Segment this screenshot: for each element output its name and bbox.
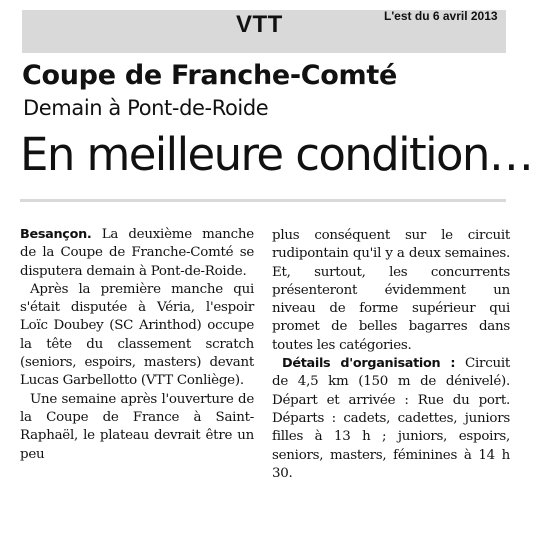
body-paragraph-2: Après la première manche qui s'était disputée à Véria, l'espoir Loïc Doubey (SC Arinthod) occupe la tête du classement scratch (seniors, espoirs, masters) devant Lucas Garbellotto (VTT Conliège). [20,281,254,389]
article-column-right [272,227,510,483]
article-subkicker: Demain à Pont-de-Roide [23,96,269,120]
lead-paragraph [20,226,254,281]
details-label: Détails d'organisation : [282,356,456,372]
details-paragraph [272,355,510,483]
section-label: VTT [236,11,283,38]
body-paragraph-3-continued: plus conséquent sur le circuit rudipontain qu'il y a deux semaines. Et, surtout, les concurrents présenteront évidemment un niveau de forme supérieur qui promet de belles bagarres dans toutes les catégories. [272,228,510,353]
source-date: L'est du 6 avril 2013 [384,9,498,23]
lead-text: La deuxième manche de la Coupe de Franche-Comté se disputera demain à Pont-de-Roide. [20,227,254,279]
article-kicker: Coupe de Franche-Comté [22,60,397,91]
headline-divider [20,199,506,202]
article-headline: En meilleure condition… [20,128,533,181]
body-paragraph-3: Une semaine après l'ouverture de la Coupe de France à Saint-Raphaël, le plateau devrait être un peu [20,391,254,462]
dateline: Besançon. [20,227,92,242]
article-column-left [20,226,254,464]
details-text: Circuit de 4,5 km (150 m de dénivelé). Départ et arrivée : Rue du port. Départs : cadets, cadettes, juniors filles à 13 h ; juniors, espoirs, seniors, masters, féminines à 14 h 30. [272,356,510,481]
